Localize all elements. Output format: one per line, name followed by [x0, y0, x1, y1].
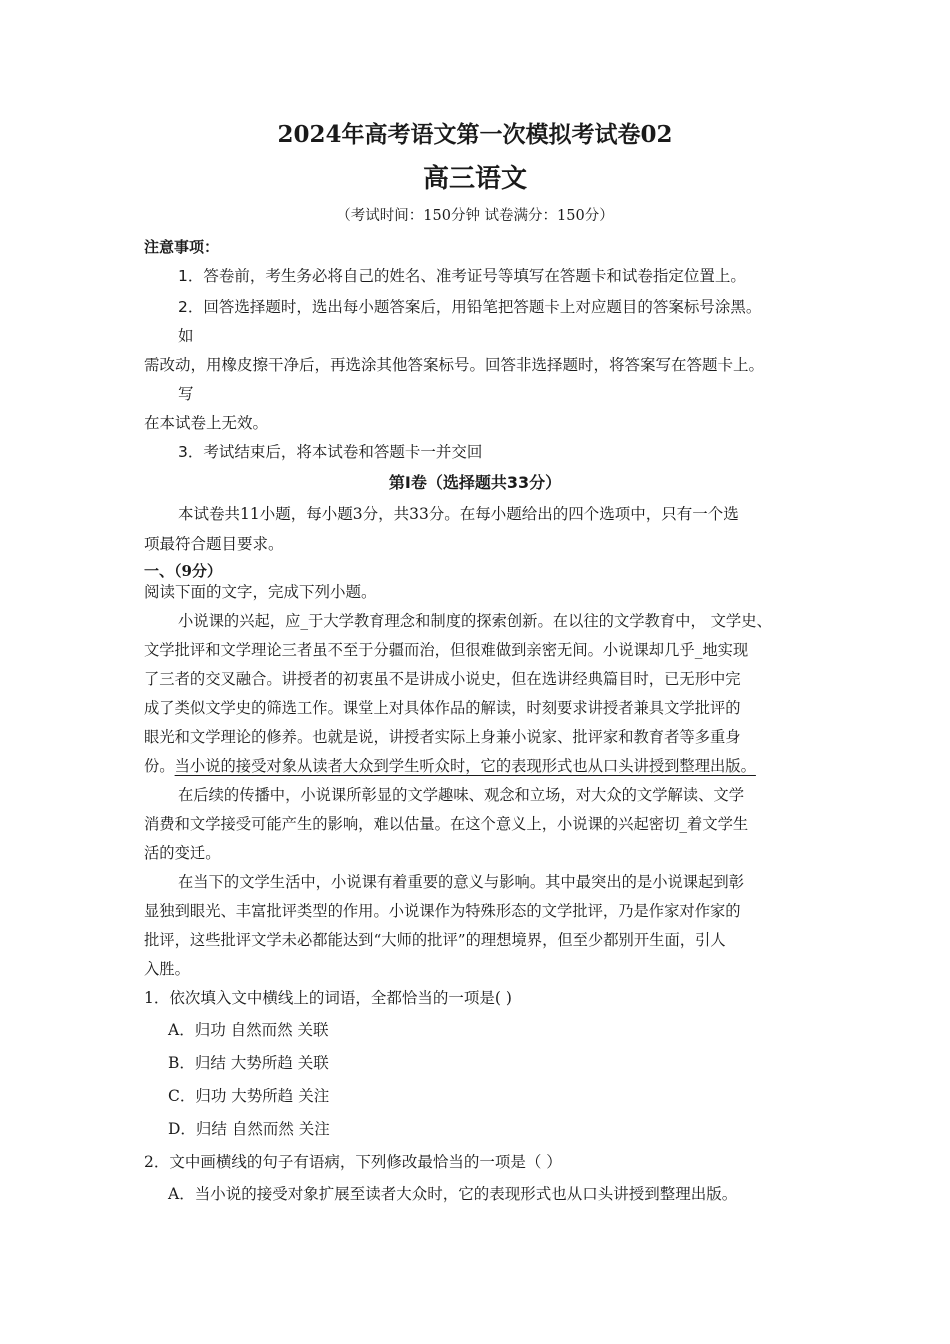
passage-line: 批评，这些批评文学未必都能达到“大师的批评”的理想境界，但至少都别开生面，引人	[144, 931, 726, 949]
passage-line: 活的变迁。	[144, 844, 221, 862]
question-option: B．归结 大势所趋 关联	[168, 1054, 329, 1072]
exam-title: 2024年高考语文第一次模拟考试卷02	[277, 121, 673, 148]
question-stem: 1．依次填入文中横线上的词语，全都恰当的一项是( )	[144, 989, 512, 1007]
notice-line: 写	[178, 385, 194, 403]
notice-heading: 注意事项：	[144, 238, 220, 256]
part-one-heading: 一、（9分）	[144, 562, 222, 580]
section-intro-line: 项最符合题目要求。	[144, 535, 284, 553]
part-one-instruction: 阅读下面的文字，完成下列小题。	[144, 583, 377, 601]
notice-line: 2．回答选择题时，选出每小题答案后，用铅笔把答题卡上对应题目的答案标号涂黑。	[178, 298, 762, 316]
exam-subtitle: 高三语文	[422, 164, 527, 194]
passage-line: 消费和文学接受可能产生的影响，难以估量。在这个意义上，小说课的兴起密切_着文学生	[144, 815, 749, 833]
passage-line: 显独到眼光、丰富批评类型的作用。小说课作为特殊形态的文学批评，乃是作家对作家的	[144, 902, 741, 920]
exam-info: （考试时间：150分钟 试卷满分：150分）	[336, 208, 614, 224]
notice-line: 如	[178, 327, 194, 345]
passage-line: 眼光和文学理论的修养。也就是说，讲授者实际上身兼小说家、批评家和教育者等多重身	[144, 728, 741, 746]
passage-line: 入胜。	[144, 960, 190, 978]
passage-line: 成了类似文学史的筛选工作。课堂上对具体作品的解读，时刻要求讲授者兼具文学批评的	[144, 699, 741, 717]
passage-line: 在当下的文学生活中，小说课有着重要的意义与影响。其中最突出的是小说课起到彰	[178, 873, 744, 891]
underlined-sentence: 当小说的接受对象从读者大众到学生听众时，它的表现形式也从口头讲授到整理出版。	[174, 757, 756, 775]
notice-line: 3．考试结束后，将本试卷和答题卡一并交回	[178, 443, 483, 461]
question-stem: 2．文中画横线的句子有语病，下列修改最恰当的一项是（ ）	[144, 1153, 562, 1171]
notice-line: 1．答卷前，考生务必将自己的姓名、准考证号等填写在答题卡和试卷指定位置上。	[178, 267, 746, 285]
notice-line: 在本试卷上无效。	[144, 414, 269, 432]
section-heading: 第Ⅰ卷（选择题共33分）	[388, 473, 562, 492]
passage-line: 在后续的传播中，小说课所彰显的文学趣味、观念和立场，对大众的文学解读、文学	[178, 786, 744, 804]
passage-line: 了三者的交叉融合。讲授者的初衷虽不是讲成小说史，但在选讲经典篇目时，已无形中完	[144, 670, 741, 688]
passage-line-prefix: 份。	[144, 757, 175, 775]
passage-line: 文学批评和文学理论三者虽不至于分疆而治，但很难做到亲密无间。小说课却几乎_地实现	[144, 641, 749, 659]
passage-line: 小说课的兴起，应_于大学教育理念和制度的探索创新。在以往的文学教育中， 文学史、	[178, 612, 772, 630]
question-option: A．归功 自然而然 关联	[168, 1021, 329, 1039]
notice-line: 需改动，用橡皮擦干净后，再选涂其他答案标号。回答非选择题时，将答案写在答题卡上。	[144, 356, 765, 374]
section-intro-line: 本试卷共11小题，每小题3分，共33分。在每小题给出的四个选项中，只有一个选	[178, 505, 739, 523]
passage-line	[144, 754, 756, 776]
question-option: C．归功 大势所趋 关注	[168, 1087, 330, 1105]
question-option: D．归结 自然而然 关注	[168, 1120, 330, 1138]
question-option: A．当小说的接受对象扩展至读者大众时，它的表现形式也从口头讲授到整理出版。	[168, 1185, 738, 1203]
